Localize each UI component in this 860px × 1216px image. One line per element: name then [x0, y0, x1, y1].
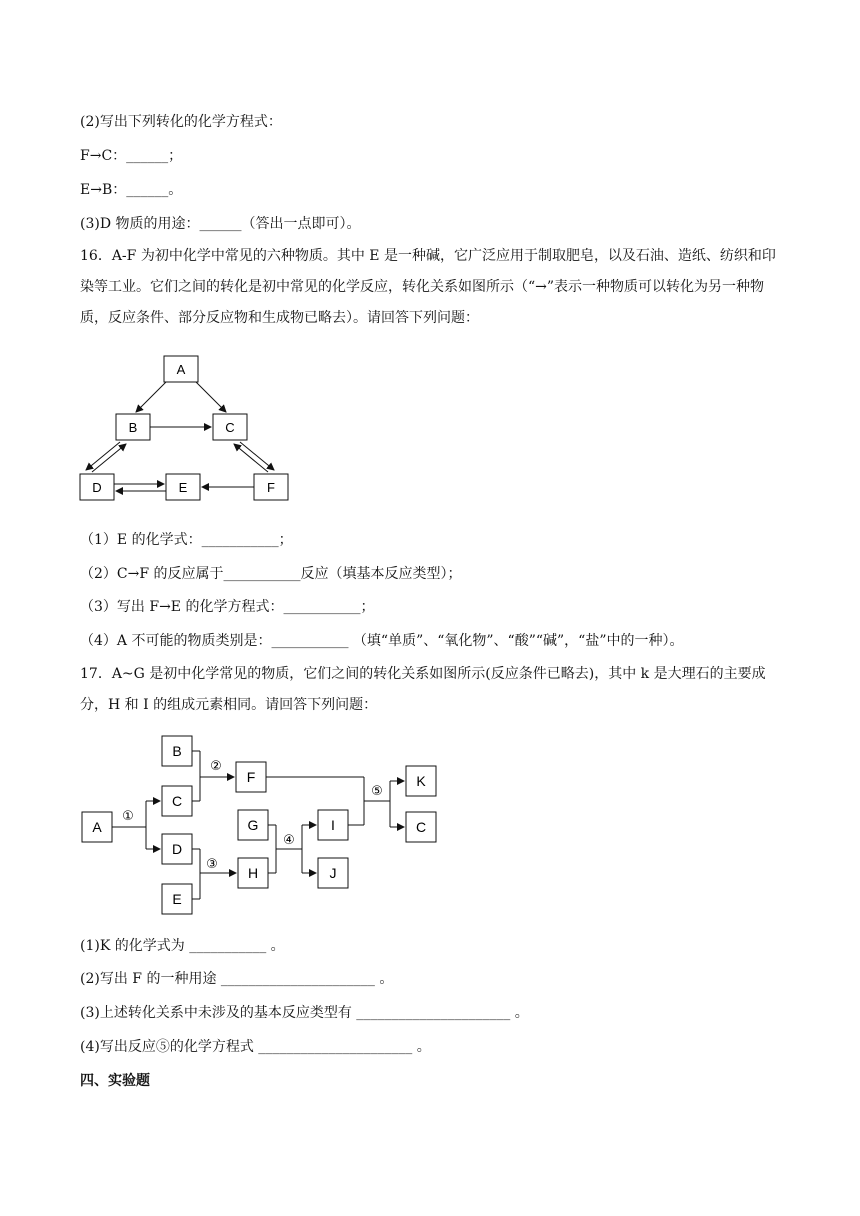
q16-node-a: [164, 356, 198, 382]
q15-e-to-b: E→B：______。: [80, 182, 183, 198]
q16-q3: （3）写出 F→E 的化学方程式：___________；: [80, 599, 375, 615]
svg-text:F: F: [246, 769, 256, 785]
q16-node-f: [254, 474, 288, 500]
svg-text:F: F: [267, 480, 275, 495]
svg-text:C: C: [171, 793, 183, 809]
q17-reaction-2: [192, 751, 234, 801]
svg-text:②: ②: [210, 758, 222, 773]
svg-text:A: A: [92, 819, 102, 835]
q17-q2: (2)写出 F 的一种用途 ______________________ 。: [80, 971, 394, 987]
q17-q1: (1)K 的化学式为 ___________ 。: [80, 938, 285, 954]
q16-arrow-a-b: [136, 382, 166, 412]
q15-part2: (2)写出下列转化的化学方程式：: [80, 114, 282, 130]
q16-q2: （2）C→F 的反应属于___________反应（填基本反应类型）；: [80, 566, 462, 582]
svg-text:C: C: [415, 819, 427, 835]
q17-node-d: [162, 834, 192, 864]
q16-node-c: [213, 414, 247, 440]
svg-text:I: I: [331, 817, 335, 833]
q16-arrow-a-c: [196, 382, 226, 412]
svg-text:D: D: [92, 480, 102, 495]
q17-node-e: [162, 884, 192, 914]
svg-text:J: J: [329, 865, 337, 881]
q17-q3: (3)上述转化关系中未涉及的基本反应类型有 ______________________ 。: [80, 1005, 529, 1021]
svg-text:C: C: [225, 420, 235, 435]
svg-text:G: G: [247, 817, 259, 833]
q16-q1: （1）E 的化学式：___________；: [80, 532, 293, 548]
q17-node-g: [238, 810, 268, 840]
q16-arrow-d-b: [92, 444, 126, 472]
q17-node-a: [82, 812, 112, 842]
svg-text:E: E: [178, 480, 188, 495]
svg-text:E: E: [172, 891, 182, 907]
q17-node-b: [162, 736, 192, 766]
q17-reaction-1: [112, 801, 160, 849]
svg-text:B: B: [172, 743, 182, 759]
svg-text:①: ①: [122, 808, 134, 823]
q16-stem: 16．A-F 为初中化学中常见的六种物质。其中 E 是一种碱，它广泛应用于制取肥皂，以及石油、造纸、纺织和印染等工业。它们之间的转化是初中常见的化学反应，转化关系如图所示（“→”表示一种物质可以转化为另一种物质，反应条件、部分反应物和生成物已略去）。请回答下列问题：: [80, 248, 776, 326]
q16-q4: （4）A 不可能的物质类别是：___________ （填“单质”、“氧化物”、“酸”“碱”，“盐”中的一种）。: [80, 633, 684, 649]
q15-part3: (3)D 物质的用途：______（答出一点即可）。: [80, 216, 361, 232]
q17-node-c: [162, 786, 192, 816]
q17-reaction-3: [192, 849, 236, 899]
svg-text:H: H: [247, 865, 259, 881]
q16-node-e: [166, 474, 200, 500]
q17-stem: 17．A~G 是初中化学常见的物质，它们之间的转化关系如图所示(反应条件已略去)，其中 k 是大理石的主要成分，H 和 I 的组成元素相同。请回答下列问题：: [80, 666, 766, 713]
q17-diagram: [78, 734, 448, 920]
q16-arrow-c-f: [240, 442, 274, 470]
q16-node-d: [80, 474, 114, 500]
svg-text:A: A: [176, 362, 186, 377]
svg-text:K: K: [416, 773, 426, 789]
q16-diagram: [76, 352, 296, 504]
svg-text:③: ③: [206, 856, 218, 871]
q15-f-to-c: F→C：______；: [80, 148, 183, 164]
svg-text:D: D: [171, 841, 183, 857]
q17-node-i: [318, 810, 348, 840]
q17-node-j: [318, 858, 348, 888]
q17-node-k: [406, 766, 436, 796]
q17-node-f: [236, 762, 266, 792]
q17-q4: (4)写出反应⑤的化学方程式 ______________________ 。: [80, 1039, 431, 1055]
svg-text:④: ④: [283, 832, 295, 847]
section-heading: 四、实验题: [80, 1073, 150, 1089]
q16-arrow-f-c: [234, 444, 268, 472]
q17-reaction-4: [268, 825, 316, 873]
q16-arrow-b-d: [86, 442, 120, 470]
q17-node-h: [238, 858, 268, 888]
q16-node-b: [116, 414, 150, 440]
svg-text:⑤: ⑤: [371, 783, 383, 798]
svg-text:B: B: [128, 420, 138, 435]
q17-node-c2: [406, 812, 436, 842]
